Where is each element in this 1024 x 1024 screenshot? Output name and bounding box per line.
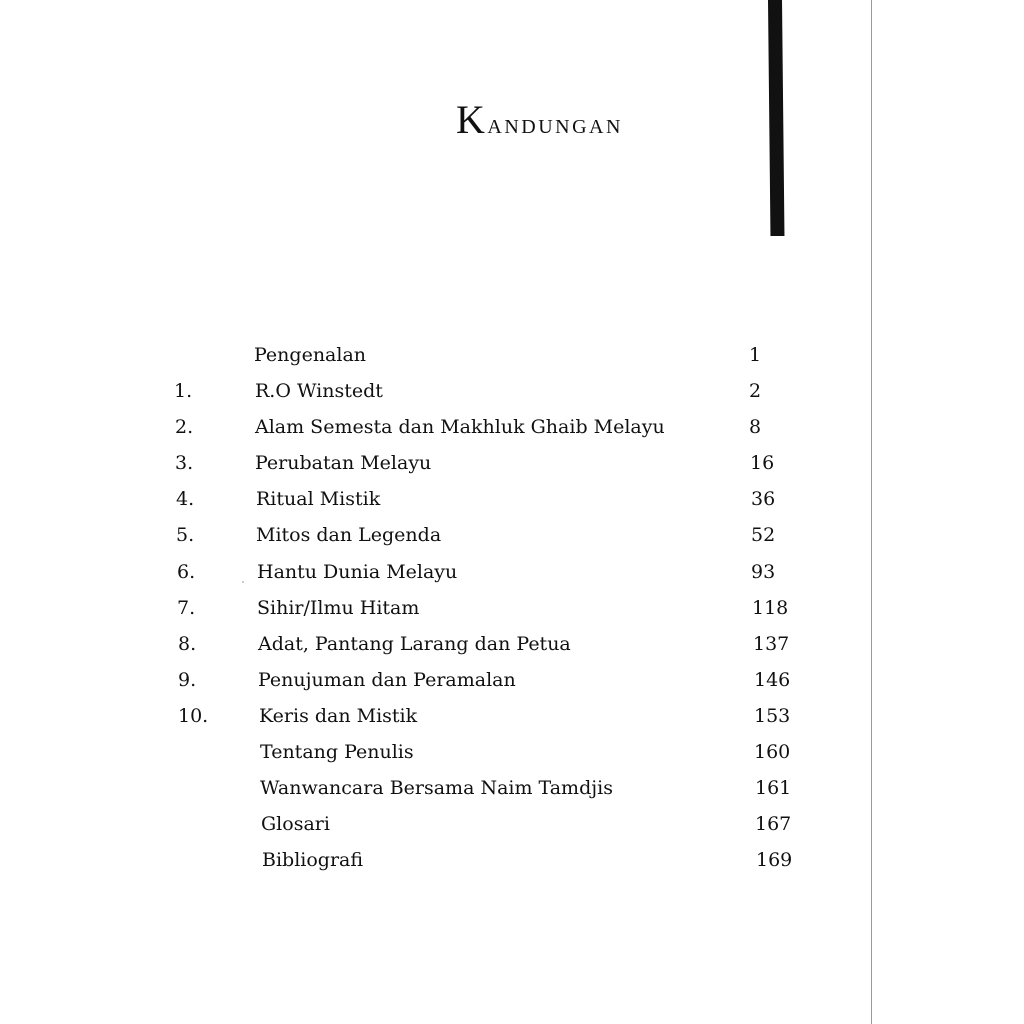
toc-entry [0,737,1024,767]
toc-entry [0,412,1024,442]
toc-entry-number: 2. [175,416,194,438]
toc-entry-page: 1 [749,344,762,366]
toc-entry [0,520,1024,550]
toc-entry-page: 146 [754,669,791,691]
toc-entry-number: 9. [178,669,197,691]
toc-entry [0,845,1024,875]
toc-entry [0,773,1024,803]
toc-entry-label: Sihir/Ilmu Hitam [257,597,420,619]
toc-entry-label: Glosari [261,813,330,835]
toc-entry-number: 4. [176,488,195,510]
toc-entry-page: 161 [755,777,792,799]
toc-entry [0,701,1024,731]
toc-entry [0,593,1024,623]
toc-entry [0,448,1024,478]
toc-entry-label: Tentang Penulis [260,741,414,763]
toc-entry-number: 3. [175,452,194,474]
toc-entry-page: 2 [749,380,762,402]
page-title: Kandungan [456,97,623,142]
toc-entry-label: R.O Winstedt [255,380,383,402]
toc-entry-label: Perubatan Melayu [255,452,432,474]
toc-entry-page: 93 [751,561,776,583]
toc-entry-number: 7. [177,597,196,619]
toc-entry-page: 16 [750,452,775,474]
toc-entry [0,557,1024,587]
toc-entry-label: Hantu Dunia Melayu [257,561,458,583]
toc-entry [0,340,1024,370]
toc-entry [0,629,1024,659]
toc-entry-label: Alam Semesta dan Makhluk Ghaib Melayu [255,416,665,438]
toc-entry-number: 8. [178,633,197,655]
toc-entry-label: Keris dan Mistik [259,705,418,727]
print-speck [242,581,244,583]
toc-entry-label: Bibliografi [262,849,364,871]
toc-entry-label: Adat, Pantang Larang dan Petua [258,633,571,655]
toc-entry-number: 5. [176,524,195,546]
toc-entry-page: 153 [754,705,791,727]
toc-entry [0,376,1024,406]
toc-entry-label: Wanwancara Bersama Naim Tamdjis [260,777,613,799]
toc-entry-label: Penujuman dan Peramalan [258,669,516,691]
toc-entry-page: 169 [756,849,793,871]
toc-entry-page: 160 [754,741,791,763]
toc-entry [0,809,1024,839]
toc-entry-page: 8 [749,416,762,438]
toc-entry [0,484,1024,514]
toc-entry-page: 118 [752,597,789,619]
toc-entry-label: Pengenalan [254,344,367,366]
toc-entry-page: 52 [751,524,776,546]
toc-entry-label: Ritual Mistik [256,488,381,510]
toc-entry-page: 167 [755,813,792,835]
toc-entry-number: 10. [178,705,209,727]
toc-entry-number: 1. [174,380,193,402]
toc-entry-number: 6. [177,561,196,583]
toc-entry [0,665,1024,695]
toc-entry-label: Mitos dan Legenda [256,524,442,546]
toc-entry-page: 137 [753,633,790,655]
toc-entry-page: 36 [751,488,776,510]
